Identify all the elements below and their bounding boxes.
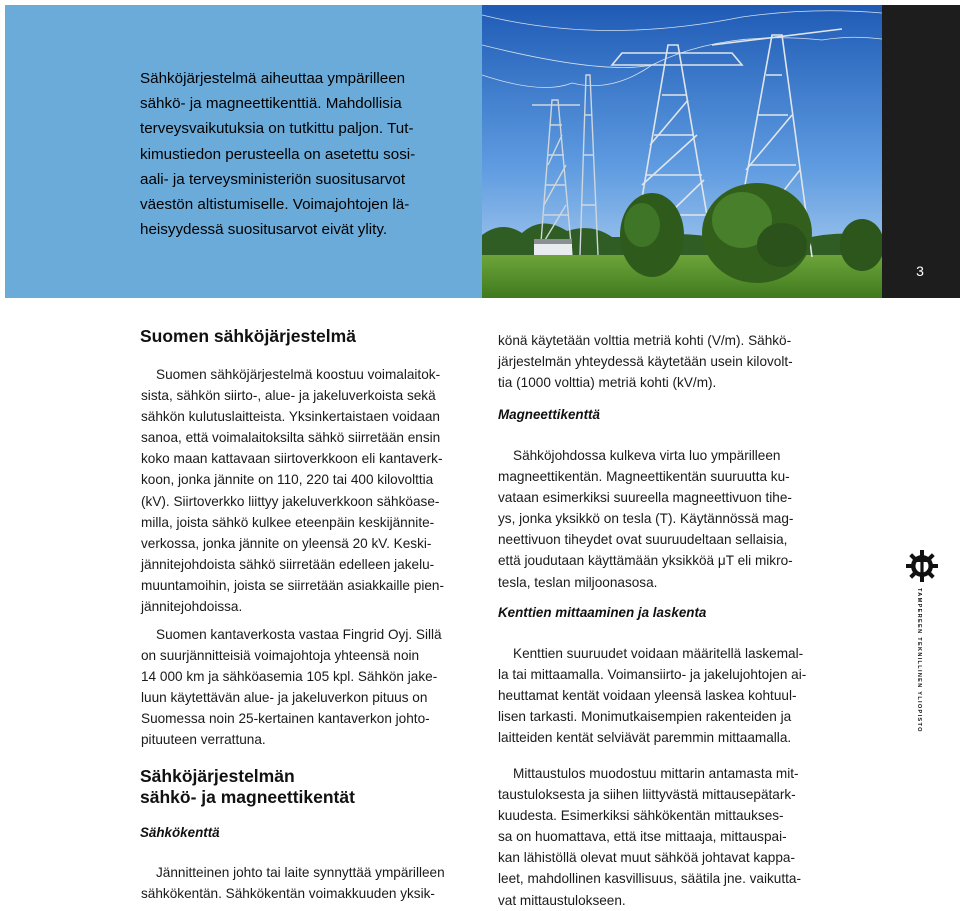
text-line: jännitejohdoissa.: [141, 599, 243, 615]
section-heading-line: sähkö- ja magneettikentät: [140, 787, 355, 807]
text-line: Suomen kantaverkosta vastaa Fingrid Oyj. Sillä: [156, 627, 442, 642]
text-line: sa on huomattava, että itse mittaaja, mittauspai-: [498, 829, 787, 845]
university-name-text: TAMPEREEN TEKNILLINEN YLIOPISTO: [916, 588, 922, 733]
text-line: 14 000 km ja sähköasemia 105 kpl. Sähkön jake-: [141, 669, 438, 685]
text-line: neettivuon tiheydet ovat suuruudeltaan sellaisia,: [498, 532, 788, 548]
paragraph: [141, 862, 466, 904]
subheading: Magneettikenttä: [498, 407, 600, 422]
paragraph: [498, 445, 828, 593]
text-line: laitteiden kentät selviävät paremmin mittaamalla.: [498, 730, 792, 746]
subheading: Sähkökenttä: [140, 825, 220, 840]
intro-line: aali- ja terveysministeriön suositusarvot: [140, 170, 406, 188]
text-line: magneettikentän. Magneettikentän suuruutta ku-: [498, 469, 790, 485]
subheading: Kenttien mittaaminen ja laskenta: [498, 605, 707, 620]
text-line: vataan esimerkiksi suureella magneettivuon tihe-: [498, 490, 792, 506]
paragraph: [141, 364, 466, 617]
text-line: Suomessa noin 25-kertainen kantaverkon johto-: [141, 711, 430, 727]
text-line: sähkön kulutuslaitteista. Yksinkertaistaen voidaan: [141, 409, 440, 425]
text-line: Mittaustulos muodostuu mittarin antamasta mit-: [513, 766, 799, 781]
text-line: on suurjännitteisiä voimajohtoja yhteensä noin: [141, 648, 420, 664]
text-line: sähkökentän. Sähkökentän voimakkuuden yksik-: [141, 886, 435, 902]
text-line: sista, sähkön siirto-, alue- ja jakeluverkoista sekä: [141, 388, 436, 404]
intro-line: väestön altistumiselle. Voimajohtojen lä-: [140, 196, 410, 214]
text-line: kan lähistöllä olevat muut sähköä johtavat kappa-: [498, 850, 795, 866]
text-line: Sähköjohdossa kulkeva virta luo ympärilleen: [513, 448, 781, 463]
section-heading-line: Sähköjärjestelmän: [140, 766, 295, 786]
text-line: lisen tarkasti. Monimutkaisempien rakenteiden ja: [498, 709, 792, 725]
text-line: luun käytettävän alue- ja jakeluverkon pituus on: [141, 690, 428, 706]
intro-line: Sähköjärjestelmä aiheuttaa ympärilleen: [140, 70, 406, 87]
text-line: kuudesta. Esimerkiksi sähkökentän mittaukses-: [498, 808, 784, 824]
text-line: koko maan kattavaan siirtoverkkoon eli kantaverk-: [141, 451, 443, 467]
intro-line: terveysvaikutuksia on tutkittu paljon. Tut-: [140, 120, 414, 138]
text-line: könä käytetään volttia metriä kohti (V/m). Sähkö-: [498, 333, 792, 348]
section-heading: [140, 326, 356, 347]
text-line: tesla, teslan miljoonasosa.: [498, 574, 658, 590]
intro-line: kimustiedon perusteella on asetettu sosi-: [140, 145, 416, 163]
text-line: leet, mahdollinen kasvillisuus, säätila jne. vaikutta-: [498, 871, 801, 887]
paragraph: [498, 643, 828, 748]
text-line: milla, joista sähkö kulkee eteenpäin keskijännite-: [141, 514, 435, 530]
text-line: (kV). Siirtoverkko liittyy jakeluverkkoon sähköase-: [141, 493, 440, 509]
power-line-towers-photo: [482, 5, 882, 298]
section-heading-text: Suomen sähköjärjestelmä: [140, 326, 356, 346]
text-line: Jännitteinen johto tai laite synnyttää ympärilleen: [156, 865, 445, 880]
intro-text: [140, 66, 460, 242]
side-band: [882, 5, 960, 298]
text-line: sanoa, että voimalaitoksilta sähkö siirretään ensin: [141, 430, 441, 446]
page-number: 3: [916, 263, 924, 279]
text-line: tia (1000 volttia) metriä kohti (kV/m).: [498, 375, 717, 391]
intro-line: sähkö- ja magneettikenttiä. Mahdollisia: [140, 95, 402, 113]
paragraph: [498, 763, 828, 911]
text-line: Suomen sähköjärjestelmä koostuu voimalaitok-: [156, 367, 441, 382]
paragraph: [498, 330, 828, 393]
intro-line: heisyydessä suositusarvot eivät ylity.: [140, 221, 388, 239]
text-line: Kenttien suuruudet voidaan määritellä laskemal-: [513, 646, 804, 661]
text-line: vat mittaustulokseen.: [498, 892, 626, 908]
text-line: verkossa, jonka jännite on yleensä 20 kV. Keski-: [141, 535, 432, 551]
text-line: taustuloksesta ja siihen liittyvästä mittausepätark-: [498, 787, 796, 803]
text-line: koon, jonka jännite on 110, 220 tai 400 kilovolttia: [141, 472, 434, 488]
text-line: la tai mittaamalla. Voimansiirto- ja jakelujohtojen ai-: [498, 667, 807, 683]
paragraph: [141, 624, 466, 751]
section-heading: [140, 766, 355, 808]
text-line: järjestelmän yhteydessä käytetään usein kilovolt-: [498, 354, 793, 370]
text-line: pituuteen verrattuna.: [141, 732, 266, 748]
university-logo: [904, 548, 940, 718]
text-line: että joudutaan käyttämään yksikköä μT eli mikro-: [498, 553, 793, 569]
text-line: jännitejohdoista sähkö siirretään edelleen jakelu-: [141, 556, 435, 572]
text-line: ys, jonka yksikkö on tesla (T). Käytännössä mag-: [498, 511, 794, 527]
text-line: heuttamat kentät voidaan yleensä laskea kohtuul-: [498, 688, 797, 704]
university-gear-logo-icon: [904, 548, 940, 584]
text-line: muuntamoihin, joista se siirretään asiakkaille pien-: [141, 577, 444, 593]
